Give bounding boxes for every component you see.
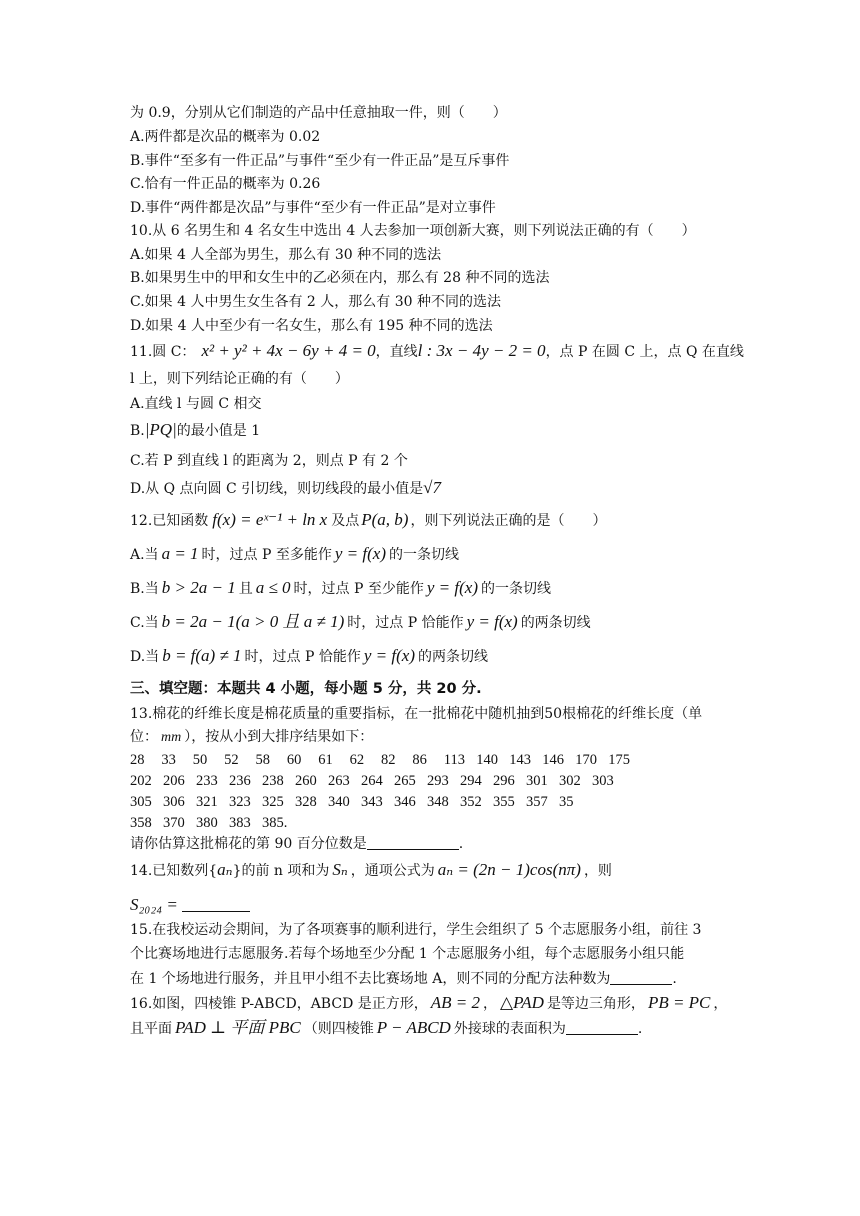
data-row-2: 202 206 233 236 238 260 263 264 265 293 294 296 301 302 303 (130, 773, 614, 789)
q11-option-d: D.从 Q 点向圆 C 引切线，则切线段的最小值是√7 (130, 478, 442, 497)
q14-stem: 14.已知数列{aₙ}的前 n 项和为 Sₙ ，通项公式为 aₙ = (2n − 1)cos(nπ) ，则 (130, 860, 612, 879)
point-p: P(a, b) (361, 510, 409, 529)
section-heading: 三、填空题：本题共 4 小题，每小题 5 分，共 20 分. (130, 681, 482, 697)
q10-option-c: C.如果 4 人中男生女生各有 2 人，那么有 30 种不同的选法 (130, 294, 501, 310)
data-row-4: 358 370 380 383 385. (130, 815, 288, 831)
q10-stem: 10.从 6 名男生和 4 名女生中选出 4 人去参加一项创新大赛，则下列说法正确的有（ ） (130, 223, 696, 239)
data-row-1: 28 33 50 52 58 60 61 62 82 86 113 140 143 146 170 175 (130, 752, 630, 768)
answer-blank-13[interactable] (367, 835, 459, 850)
q9-option-b: B.事件“至多有一件正品”与事件“至少有一件正品”是互斥事件 (130, 153, 510, 169)
answer-blank-15[interactable] (610, 970, 672, 985)
q10-option-a: A.如果 4 人全部为男生，那么有 30 种不同的选法 (130, 247, 442, 263)
q9-option-d: D.事件“两件都是次品”与事件“至少有一件正品”是对立事件 (130, 200, 496, 216)
q12-option-c: C.当 b = 2a − 1(a > 0 且 a ≠ 1) 时，过点 P 恰能作 y = f(x) 的两条切线 (130, 612, 591, 631)
q11-option-c: C.若 P 到直线 l 的距离为 2，则点 P 有 2 个 (130, 453, 408, 469)
q12-stem: 12.已知函数 f(x) = eˣ⁻¹ + ln x 及点 P(a, b) ，则下列说法正确的是（ ） (130, 510, 607, 529)
sqrt7: √7 (423, 478, 442, 497)
q9-option-c: C.恰有一件正品的概率为 0.26 (130, 176, 321, 192)
q16-stem: 16.如图，四棱锥 P-ABCD，ABCD 是正方形， AB = 2 ， △PAD 是等边三角形， PB = PC ， (130, 993, 728, 1012)
q15-stem-line3: 在 1 个场地进行服务，并且甲小组不去比赛场地 A，则不同的分配方法种数为 . (130, 971, 677, 987)
q16-stem-line2: 且平面 PAD ⊥ 平面 PBC （则四棱锥 P − ABCD 外接球的表面积为 . (130, 1018, 643, 1037)
q15-stem: 15.在我校运动会期间，为了各项赛事的顺利进行，学生会组织了 5 个志愿服务小组，前往 3 (130, 922, 702, 938)
q12-option-d: D.当 b = f(a) ≠ 1 时，过点 P 恰能作 y = f(x) 的两条切线 (130, 646, 488, 665)
circle-equation: x² + y² + 4x − 6y + 4 = 0 (201, 341, 376, 360)
q10-option-d: D.如果 4 人中至少有一名女生，那么有 195 种不同的选法 (130, 318, 493, 334)
data-row-3: 305 306 321 323 325 328 340 343 346 348 352 355 357 35 (130, 794, 574, 810)
answer-blank-16[interactable] (566, 1020, 638, 1035)
q9-stem-continued: 为 0.9，分别从它们制造的产品中任意抽取一件，则（ ） (130, 105, 507, 121)
q11-option-a: A.直线 l 与圆 C 相交 (130, 396, 262, 412)
q13-stem-line2: 位： mm ），按从小到大排序结果如下： (130, 729, 374, 745)
q12-option-a: A.当 a = 1 时，过点 P 至多能作 y = f(x) 的一条切线 (130, 544, 459, 563)
q12-option-b: B.当 b > 2a − 1 且 a ≤ 0 时，过点 P 至少能作 y = f(x) 的一条切线 (130, 578, 551, 597)
function-def: f(x) = eˣ⁻¹ + ln x (212, 510, 328, 529)
q11-stem-line2: l 上，则下列结论正确的有（ ） (130, 371, 349, 387)
q11-stem: 11.圆 C： x² + y² + 4x − 6y + 4 = 0，直线l : 3x − 4y − 2 = 0，点 P 在圆 C 上，点 Q 在直线 (130, 341, 744, 360)
q13-stem: 13.棉花的纤维长度是棉花质量的重要指标，在一批棉花中随机抽到50根棉花的纤维长度（单 (130, 706, 703, 722)
pq-abs: |PQ| (144, 420, 177, 439)
q9-option-a: A.两件都是次品的概率为 0.02 (130, 129, 321, 145)
line-equation: l : 3x − 4y − 2 = 0 (417, 341, 546, 360)
q15-stem-line2: 个比赛场地进行志愿服务.若每个场地至少分配 1 个志愿服务小组，每个志愿服务小组只能 (130, 946, 685, 962)
q11-option-b: B.|PQ|的最小值是 1 (130, 420, 261, 439)
q14-answer-line: S₂₀₂₄ = (130, 896, 250, 915)
q10-option-b: B.如果男生中的甲和女生中的乙必须在内，那么有 28 种不同的选法 (130, 270, 550, 286)
answer-blank-14[interactable] (182, 897, 250, 912)
q13-question: 请你估算这批棉花的第 90 百分位数是 . (130, 836, 464, 852)
sequence-formula: aₙ = (2n − 1)cos(nπ) (437, 860, 581, 879)
